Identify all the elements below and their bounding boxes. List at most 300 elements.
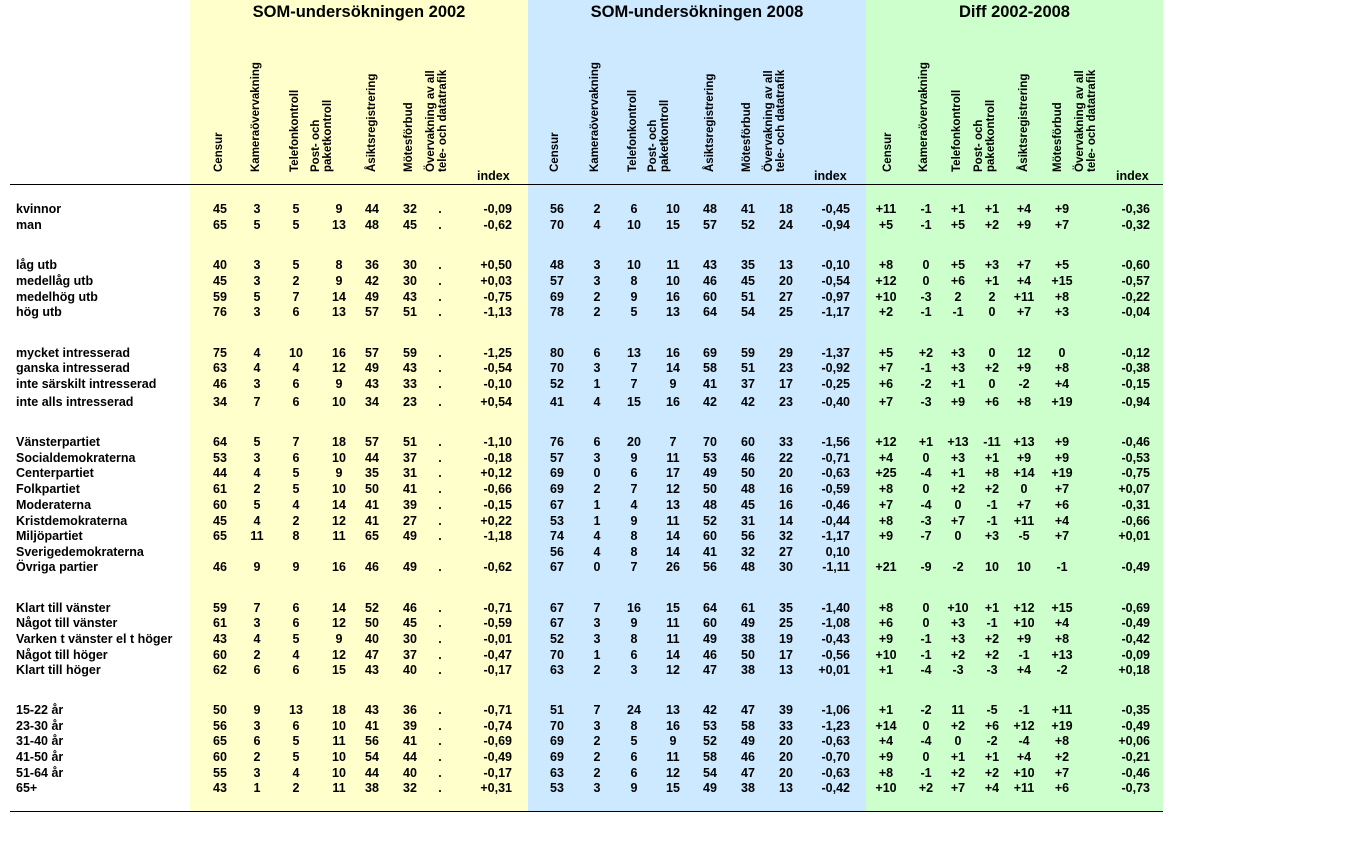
cell-sdiff-2: +5 — [950, 218, 966, 232]
cell-s2008-3: 7 — [669, 435, 677, 449]
column-header-sdiff-2: Telefonkontroll — [951, 89, 963, 172]
column-header-s2002-0: Censur — [213, 132, 225, 172]
cell-sdiff-5: +15 — [1051, 601, 1073, 615]
cell-s2008-5: 31 — [741, 514, 755, 528]
cell-index-s2008: -0,56 — [821, 648, 850, 662]
cell-s2002-4: 50 — [365, 482, 379, 496]
cell-s2002-5: 32 — [403, 202, 417, 216]
column-header-s2008-3-line0: Post- och — [647, 119, 659, 172]
cell-s2008-4: 41 — [703, 377, 717, 391]
cell-s2008-5: 48 — [741, 560, 755, 574]
cell-s2002-1: 4 — [253, 632, 261, 646]
cell-s2002-4: 52 — [365, 601, 379, 615]
cell-sdiff-3: +2 — [984, 766, 1000, 780]
cell-s2002-6: . — [438, 346, 442, 360]
cell-sdiff-1: +2 — [918, 781, 934, 795]
cell-s2002-2: 2 — [292, 274, 300, 288]
cell-s2008-6: 39 — [779, 703, 793, 717]
cell-s2008-2: 7 — [630, 361, 638, 375]
cell-s2002-2: 2 — [292, 781, 300, 795]
cell-s2002-4: 65 — [365, 529, 379, 543]
cell-s2008-6: 20 — [779, 734, 793, 748]
cell-s2008-4: 42 — [703, 395, 717, 409]
cell-s2008-1: 7 — [593, 601, 601, 615]
cell-s2008-4: 49 — [703, 781, 717, 795]
cell-index-sdiff: -0,60 — [1121, 258, 1150, 272]
cell-s2008-5: 50 — [741, 648, 755, 662]
cell-s2002-5: 45 — [403, 616, 417, 630]
cell-sdiff-3: +1 — [984, 601, 1000, 615]
cell-s2002-5: 44 — [403, 750, 417, 764]
cell-s2008-6: 33 — [779, 435, 793, 449]
cell-s2002-1: 3 — [253, 766, 261, 780]
cell-s2002-5: 49 — [403, 560, 417, 574]
cell-s2008-3: 14 — [666, 361, 680, 375]
table-row — [0, 304, 1163, 320]
cell-s2002-2: 6 — [292, 395, 300, 409]
cell-index-sdiff: -0,69 — [1121, 601, 1150, 615]
cell-sdiff-4: +4 — [1016, 274, 1032, 288]
cell-s2002-1: 3 — [253, 305, 261, 319]
section-title-diff: Diff 2002-2008 — [959, 3, 1070, 21]
cell-sdiff-5: +6 — [1054, 498, 1070, 512]
cell-s2002-6: . — [438, 377, 442, 391]
cell-s2002-5: 43 — [403, 361, 417, 375]
cell-sdiff-0: +8 — [878, 514, 894, 528]
cell-index-sdiff: -0,46 — [1121, 435, 1150, 449]
cell-s2002-0: 60 — [213, 498, 227, 512]
cell-s2008-2: 20 — [627, 435, 641, 449]
cell-s2002-6: . — [438, 601, 442, 615]
cell-s2008-2: 6 — [630, 766, 638, 780]
cell-s2002-5: 45 — [403, 218, 417, 232]
cell-sdiff-5: +3 — [1054, 305, 1070, 319]
cell-s2002-5: 39 — [403, 498, 417, 512]
cell-s2008-4: 57 — [703, 218, 717, 232]
cell-s2002-6: . — [438, 703, 442, 717]
cell-s2002-6: . — [438, 482, 442, 496]
cell-s2008-1: 0 — [593, 560, 601, 574]
cell-sdiff-0: +8 — [878, 766, 894, 780]
cell-s2008-0: 67 — [550, 601, 564, 615]
cell-s2008-5: 46 — [741, 451, 755, 465]
cell-sdiff-3: +1 — [984, 451, 1000, 465]
column-header-sdiff-5: Mötesförbud — [1052, 102, 1064, 172]
cell-sdiff-0: +10 — [875, 648, 897, 662]
cell-s2002-0: 61 — [213, 616, 227, 630]
cell-sdiff-0: +7 — [878, 361, 894, 375]
cell-s2008-3: 14 — [666, 529, 680, 543]
cell-s2002-2: 5 — [292, 466, 300, 480]
cell-index-s2008: -1,17 — [821, 529, 850, 543]
cell-index-sdiff: +0,07 — [1118, 482, 1150, 496]
cell-sdiff-4: +11 — [1013, 781, 1035, 795]
cell-index-sdiff: -0,12 — [1121, 346, 1150, 360]
cell-sdiff-5: -2 — [1056, 663, 1068, 677]
cell-s2002-0: 53 — [213, 451, 227, 465]
cell-s2002-2: 5 — [292, 258, 300, 272]
cell-s2002-0: 44 — [213, 466, 227, 480]
cell-s2002-1: 6 — [253, 734, 261, 748]
cell-s2002-1: 3 — [253, 377, 261, 391]
cell-s2008-0: 56 — [550, 545, 564, 559]
cell-s2002-0: 64 — [213, 435, 227, 449]
cell-s2008-5: 54 — [741, 305, 755, 319]
cell-s2008-3: 12 — [666, 766, 680, 780]
cell-s2008-6: 20 — [779, 766, 793, 780]
cell-sdiff-5: +6 — [1054, 781, 1070, 795]
row-label: 31-40 år — [16, 734, 64, 748]
cell-s2002-3: 18 — [332, 703, 346, 717]
cell-s2002-5: 31 — [403, 466, 417, 480]
cell-s2008-5: 47 — [741, 703, 755, 717]
cell-index-sdiff: -0,36 — [1121, 202, 1150, 216]
cell-sdiff-0: +2 — [878, 305, 894, 319]
cell-s2002-6: . — [438, 498, 442, 512]
cell-s2008-0: 52 — [550, 632, 564, 646]
cell-sdiff-0: +1 — [878, 663, 894, 677]
cell-sdiff-4: +10 — [1013, 766, 1035, 780]
table-row — [0, 544, 1163, 560]
cell-s2008-0: 74 — [550, 529, 564, 543]
cell-s2008-4: 47 — [703, 663, 717, 677]
cell-s2008-4: 52 — [703, 734, 717, 748]
cell-s2008-3: 11 — [666, 258, 680, 272]
cell-s2002-3: 12 — [332, 616, 346, 630]
cell-s2008-4: 70 — [703, 435, 717, 449]
cell-s2002-6: . — [438, 632, 442, 646]
cell-sdiff-2: +7 — [950, 781, 966, 795]
cell-s2002-2: 5 — [292, 632, 300, 646]
cell-s2008-5: 41 — [741, 202, 755, 216]
cell-sdiff-0: +4 — [878, 734, 894, 748]
cell-s2008-6: 19 — [779, 632, 793, 646]
table-row — [0, 780, 1163, 796]
cell-s2008-6: 16 — [779, 482, 793, 496]
cell-s2008-3: 11 — [666, 750, 680, 764]
cell-s2002-5: 49 — [403, 529, 417, 543]
cell-s2008-4: 58 — [703, 361, 717, 375]
cell-s2008-2: 5 — [630, 734, 638, 748]
cell-s2002-1: 5 — [253, 498, 261, 512]
cell-s2002-1: 5 — [253, 290, 261, 304]
cell-s2008-1: 2 — [593, 290, 601, 304]
index-header-diff: index — [1116, 169, 1149, 183]
cell-sdiff-2: +6 — [950, 274, 966, 288]
cell-s2008-6: 27 — [779, 290, 793, 304]
cell-sdiff-3: +3 — [984, 529, 1000, 543]
row-label: Vänsterpartiet — [16, 435, 101, 449]
cell-sdiff-3: -1 — [986, 514, 998, 528]
cell-s2002-2: 5 — [292, 482, 300, 496]
cell-s2008-5: 56 — [741, 529, 755, 543]
cell-s2008-6: 22 — [779, 451, 793, 465]
cell-s2008-0: 53 — [550, 514, 564, 528]
cell-s2002-6: . — [438, 305, 442, 319]
cell-sdiff-5: +8 — [1054, 632, 1070, 646]
cell-s2008-3: 17 — [666, 466, 680, 480]
cell-s2008-5: 37 — [741, 377, 755, 391]
table-row — [0, 600, 1163, 616]
cell-s2008-2: 7 — [630, 560, 638, 574]
cell-s2002-4: 41 — [365, 719, 379, 733]
cell-s2002-4: 50 — [365, 616, 379, 630]
cell-s2002-0: 46 — [213, 560, 227, 574]
cell-sdiff-3: +4 — [984, 781, 1000, 795]
column-header-s2008-0: Censur — [549, 132, 561, 172]
cell-s2008-6: 35 — [779, 601, 793, 615]
cell-s2008-1: 7 — [593, 703, 601, 717]
cell-s2002-4: 48 — [365, 218, 379, 232]
cell-s2002-0: 75 — [213, 346, 227, 360]
cell-index-s2002: +0,12 — [480, 466, 512, 480]
cell-s2002-3: 13 — [332, 305, 346, 319]
cell-s2008-1: 1 — [593, 377, 601, 391]
table-row — [0, 497, 1163, 513]
cell-s2002-6: . — [438, 218, 442, 232]
cell-s2002-2: 6 — [292, 451, 300, 465]
cell-s2008-6: 13 — [779, 781, 793, 795]
cell-sdiff-0: +21 — [875, 560, 897, 574]
cell-s2008-1: 2 — [593, 202, 601, 216]
cell-s2002-4: 57 — [365, 305, 379, 319]
cell-s2002-1: 3 — [253, 719, 261, 733]
cell-index-sdiff: -0,94 — [1121, 395, 1150, 409]
row-label: 65+ — [16, 781, 38, 795]
cell-index-s2008: -0,45 — [821, 202, 850, 216]
cell-index-s2002: -0,74 — [483, 719, 512, 733]
cell-s2002-0: 45 — [213, 514, 227, 528]
cell-s2008-3: 9 — [669, 377, 677, 391]
cell-sdiff-4: +9 — [1016, 451, 1032, 465]
cell-s2008-0: 57 — [550, 274, 564, 288]
cell-s2008-0: 70 — [550, 719, 564, 733]
cell-s2008-6: 18 — [779, 202, 793, 216]
cell-sdiff-4: 10 — [1017, 560, 1031, 574]
cell-s2002-0: 63 — [213, 361, 227, 375]
cell-s2008-4: 60 — [703, 290, 717, 304]
cell-s2008-1: 1 — [593, 648, 601, 662]
cell-index-s2008: -1,23 — [821, 719, 850, 733]
cell-s2008-1: 4 — [593, 529, 601, 543]
cell-sdiff-0: +4 — [878, 451, 894, 465]
cell-sdiff-0: +12 — [875, 435, 897, 449]
cell-s2008-2: 4 — [630, 498, 638, 512]
cell-sdiff-0: +10 — [875, 290, 897, 304]
cell-s2008-4: 53 — [703, 451, 717, 465]
cell-s2002-0: 43 — [213, 632, 227, 646]
cell-sdiff-4: +12 — [1013, 719, 1035, 733]
cell-s2008-5: 51 — [741, 290, 755, 304]
cell-sdiff-3: 0 — [988, 346, 996, 360]
cell-sdiff-4: +10 — [1013, 616, 1035, 630]
cell-s2002-0: 59 — [213, 290, 227, 304]
bottom-rule — [10, 811, 1163, 812]
cell-sdiff-1: -2 — [920, 377, 932, 391]
cell-sdiff-2: -3 — [952, 663, 964, 677]
cell-s2008-5: 32 — [741, 545, 755, 559]
row-label: 51-64 år — [16, 766, 64, 780]
cell-sdiff-3: 0 — [988, 305, 996, 319]
cell-s2002-2: 6 — [292, 377, 300, 391]
cell-s2008-1: 2 — [593, 750, 601, 764]
cell-s2002-2: 6 — [292, 305, 300, 319]
cell-s2002-5: 39 — [403, 719, 417, 733]
cell-s2008-5: 49 — [741, 734, 755, 748]
cell-index-sdiff: -0,35 — [1121, 703, 1150, 717]
cell-s2002-1: 3 — [253, 451, 261, 465]
cell-s2002-5: 30 — [403, 632, 417, 646]
cell-s2008-3: 13 — [666, 498, 680, 512]
cell-s2008-2: 9 — [630, 514, 638, 528]
table-row — [0, 257, 1163, 273]
cell-sdiff-3: -1 — [986, 616, 998, 630]
cell-s2008-5: 51 — [741, 361, 755, 375]
cell-s2008-2: 24 — [627, 703, 641, 717]
cell-s2008-0: 51 — [550, 703, 564, 717]
cell-s2002-1: 9 — [253, 560, 261, 574]
cell-s2002-0: 65 — [213, 218, 227, 232]
cell-sdiff-0: +8 — [878, 601, 894, 615]
cell-s2008-1: 4 — [593, 218, 601, 232]
cell-index-s2002: -0,62 — [483, 560, 512, 574]
cell-index-s2008: -0,25 — [821, 377, 850, 391]
cell-s2008-5: 38 — [741, 663, 755, 677]
cell-index-s2008: -0,59 — [821, 482, 850, 496]
cell-s2002-1: 6 — [253, 663, 261, 677]
cell-sdiff-1: -4 — [920, 466, 932, 480]
cell-sdiff-4: 12 — [1017, 346, 1031, 360]
cell-sdiff-0: +12 — [875, 274, 897, 288]
column-header-sdiff-6-line1: tele- och datatrafik — [1086, 69, 1098, 172]
cell-s2002-1: 3 — [253, 616, 261, 630]
cell-s2002-6: . — [438, 202, 442, 216]
cell-index-s2008: -0,71 — [821, 451, 850, 465]
cell-sdiff-3: -5 — [986, 703, 998, 717]
table-row — [0, 217, 1163, 233]
table-row — [0, 450, 1163, 466]
cell-s2002-2: 4 — [292, 361, 300, 375]
cell-s2008-0: 56 — [550, 202, 564, 216]
cell-sdiff-2: +10 — [947, 601, 969, 615]
cell-index-s2002: -0,17 — [483, 766, 512, 780]
cell-s2008-2: 16 — [627, 601, 641, 615]
cell-s2002-0: 40 — [213, 258, 227, 272]
cell-s2002-2: 6 — [292, 719, 300, 733]
cell-sdiff-0: +7 — [878, 498, 894, 512]
cell-s2008-0: 78 — [550, 305, 564, 319]
cell-index-s2002: -1,13 — [483, 305, 512, 319]
column-header-s2002-3-line1: paketkontroll — [322, 99, 334, 172]
cell-s2008-3: 10 — [666, 274, 680, 288]
cell-s2002-1: 11 — [250, 529, 264, 543]
cell-s2008-1: 3 — [593, 258, 601, 272]
cell-sdiff-5: +19 — [1051, 719, 1073, 733]
cell-s2002-6: . — [438, 514, 442, 528]
cell-sdiff-5: -1 — [1056, 560, 1068, 574]
cell-index-s2008: -1,06 — [821, 703, 850, 717]
cell-sdiff-5: +19 — [1051, 395, 1073, 409]
cell-index-sdiff: +0,18 — [1118, 663, 1150, 677]
cell-s2008-4: 49 — [703, 466, 717, 480]
cell-index-s2002: -0,59 — [483, 616, 512, 630]
cell-s2002-1: 3 — [253, 202, 261, 216]
cell-s2002-4: 34 — [365, 395, 379, 409]
cell-s2008-5: 42 — [741, 395, 755, 409]
cell-index-s2008: -0,70 — [821, 750, 850, 764]
cell-s2002-0: 61 — [213, 482, 227, 496]
cell-sdiff-1: 0 — [922, 750, 930, 764]
cell-sdiff-1: -4 — [920, 734, 932, 748]
cell-s2002-4: 43 — [365, 703, 379, 717]
cell-s2002-5: 43 — [403, 290, 417, 304]
cell-s2002-3: 11 — [332, 529, 346, 543]
section-title-2008: SOM-undersökningen 2008 — [590, 3, 804, 21]
cell-s2002-0: 60 — [213, 750, 227, 764]
cell-s2008-6: 14 — [779, 514, 793, 528]
cell-index-s2008: -1,40 — [821, 601, 850, 615]
cell-s2002-3: 11 — [332, 781, 346, 795]
cell-sdiff-2: 0 — [954, 734, 962, 748]
cell-s2002-5: 30 — [403, 274, 417, 288]
cell-s2008-2: 6 — [630, 466, 638, 480]
cell-s2002-0: 76 — [213, 305, 227, 319]
cell-s2008-6: 29 — [779, 346, 793, 360]
cell-sdiff-1: -1 — [920, 766, 932, 780]
cell-index-s2008: -1,11 — [822, 560, 850, 574]
cell-s2008-3: 11 — [666, 632, 680, 646]
row-label: ganska intresserad — [16, 361, 130, 375]
cell-s2008-0: 67 — [550, 498, 564, 512]
cell-sdiff-3: +8 — [984, 466, 1000, 480]
cell-sdiff-2: +13 — [947, 435, 969, 449]
cell-s2008-3: 11 — [666, 514, 680, 528]
cell-s2008-6: 25 — [779, 616, 793, 630]
cell-index-s2008: -0,43 — [821, 632, 850, 646]
cell-s2002-4: 44 — [365, 766, 379, 780]
cell-s2002-2: 4 — [292, 498, 300, 512]
cell-sdiff-1: 0 — [922, 258, 930, 272]
cell-s2008-5: 58 — [741, 719, 755, 733]
cell-index-s2002: -0,62 — [483, 218, 512, 232]
column-header-s2002-3-line0: Post- och — [310, 119, 322, 172]
cell-s2008-4: 48 — [703, 498, 717, 512]
cell-s2002-3: 16 — [332, 346, 346, 360]
cell-s2008-1: 2 — [593, 663, 601, 677]
cell-s2008-4: 50 — [703, 482, 717, 496]
cell-sdiff-3: +6 — [984, 395, 1000, 409]
column-header-s2002-2: Telefonkontroll — [289, 89, 301, 172]
cell-sdiff-4: +13 — [1013, 435, 1035, 449]
cell-s2002-5: 41 — [403, 482, 417, 496]
cell-s2008-5: 50 — [741, 466, 755, 480]
cell-s2002-1: 9 — [253, 703, 261, 717]
table-row — [0, 376, 1163, 392]
cell-s2008-4: 69 — [703, 346, 717, 360]
column-header-s2002-6-line0: Övervakning av all — [425, 70, 437, 172]
cell-index-s2002: +0,03 — [480, 274, 512, 288]
cell-sdiff-3: +6 — [984, 719, 1000, 733]
cell-sdiff-4: +7 — [1016, 498, 1032, 512]
cell-s2008-1: 1 — [593, 498, 601, 512]
cell-s2002-5: 33 — [403, 377, 417, 391]
row-label: inte alls intresserad — [16, 395, 134, 409]
cell-s2002-4: 57 — [365, 346, 379, 360]
cell-s2008-3: 12 — [666, 482, 680, 496]
cell-s2002-2: 5 — [292, 202, 300, 216]
section-title-2002: SOM-undersökningen 2002 — [252, 3, 466, 21]
cell-s2002-3: 9 — [335, 202, 343, 216]
